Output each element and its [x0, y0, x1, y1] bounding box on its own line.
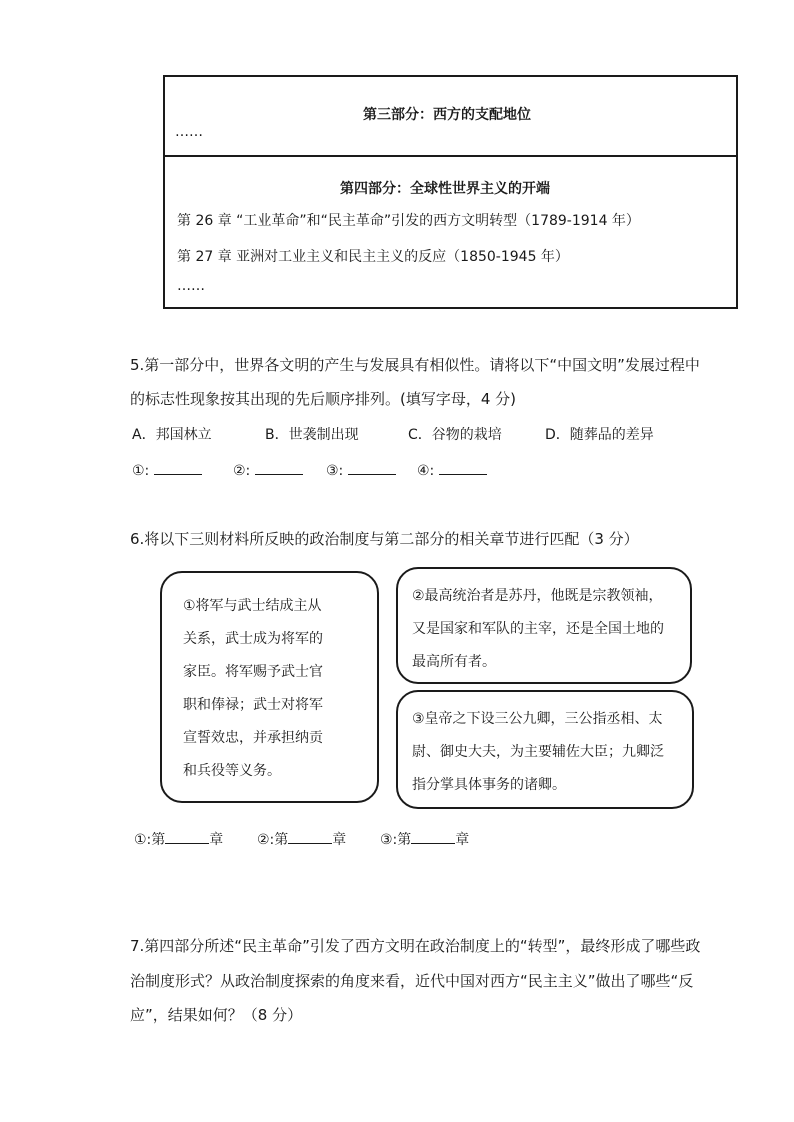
q6-answer-3-suffix: 章	[455, 832, 470, 848]
q6-answer-2-blank[interactable]	[288, 829, 332, 844]
q6-answer-1-blank[interactable]	[165, 829, 209, 844]
chapter-27: 第 27 章 亚洲对工业主义和民主主义的反应（1850-1945 年）	[177, 249, 569, 265]
q5-answer-3-label: ③:	[326, 463, 344, 479]
material-1-line: 家臣。将军赐予武士官	[183, 664, 323, 680]
q5-answer-4	[417, 460, 487, 479]
material-3-line: 指分掌具体事务的诸卿。	[412, 777, 566, 793]
material-2-line: ②最高统治者是苏丹，他既是宗教领袖，	[412, 588, 663, 604]
material-1-line: 和兵役等义务。	[183, 763, 281, 779]
q5-option-d: D．随葬品的差异	[545, 427, 654, 443]
q5-answer-2-label: ②:	[233, 463, 251, 479]
material-2-line: 最高所有者。	[412, 654, 496, 670]
outline-divider	[165, 155, 737, 157]
q5-option-b: B．世袭制出现	[265, 427, 359, 443]
material-2-line: 又是国家和军队的主宰，还是全国土地的	[412, 621, 664, 637]
q6-answer-3-prefix: ③:第	[380, 832, 412, 848]
q5-answer-3	[326, 460, 396, 479]
q5-option-c: C．谷物的栽培	[408, 427, 502, 443]
material-1-line: 职和俸禄；武士对将军	[183, 697, 323, 713]
q6-answer-3-blank[interactable]	[411, 829, 455, 844]
q5-answer-2-blank[interactable]	[255, 460, 303, 475]
q5-answer-1	[132, 460, 202, 479]
part4-title: 第四部分：全球性世界主义的开端	[340, 181, 550, 197]
q6-answer-2	[257, 829, 346, 849]
q6-answer-1-prefix: ①:第	[134, 832, 166, 848]
q5-answer-1-blank[interactable]	[154, 460, 202, 475]
material-1-text	[183, 590, 323, 788]
q5-line1: 5.第一部分中，世界各文明的产生与发展具有相似性。请将以下“中国文明”发展过程中	[130, 356, 700, 374]
material-1-line: 宣誓效忠，并承担纳贡	[183, 730, 323, 746]
material-1-line: ①将军与武士结成主从	[183, 598, 322, 614]
q6-answer-2-suffix: 章	[332, 832, 347, 848]
q5-answer-1-label: ①:	[132, 463, 150, 479]
q5-option-a: A．邦国林立	[132, 427, 212, 443]
material-1-line: 关系，武士成为将军的	[183, 631, 323, 647]
material-2-text	[412, 580, 664, 679]
q7-line1: 7.第四部分所述“民主革命”引发了西方文明在政治制度上的“转型”，最终形成了哪些政	[130, 937, 701, 955]
q7-line2: 治制度形式？从政治制度探索的角度来看，近代中国对西方“民主主义”做出了哪些“反	[130, 972, 694, 990]
q7-line3: 应”，结果如何？（8 分）	[130, 1006, 303, 1024]
q5-answer-3-blank[interactable]	[348, 460, 396, 475]
q5-answer-4-blank[interactable]	[439, 460, 487, 475]
material-3-line: 尉、御史大夫，为主要辅佐大臣；九卿泛	[412, 744, 664, 760]
q6-answer-1	[134, 829, 223, 849]
q6-answer-3	[380, 829, 469, 849]
part4-ellipsis: ……	[177, 278, 205, 294]
q6-answer-2-prefix: ②:第	[257, 832, 289, 848]
q5-line2: 的标志性现象按其出现的先后顺序排列。(填写字母，4 分)	[130, 390, 517, 408]
material-3-text	[412, 703, 664, 802]
part3-title: 第三部分：西方的支配地位	[363, 107, 531, 123]
q5-answer-2	[233, 460, 303, 479]
part3-ellipsis: ……	[175, 124, 203, 140]
q6-answer-1-suffix: 章	[209, 832, 224, 848]
chapter-26: 第 26 章 “工业革命”和“民主革命”引发的西方文明转型（1789-1914 年）	[177, 213, 640, 229]
q6-prompt: 6.将以下三则材料所反映的政治制度与第二部分的相关章节进行匹配（3 分）	[130, 530, 639, 548]
q5-answer-4-label: ④:	[417, 463, 435, 479]
material-3-line: ③皇帝之下设三公九卿，三公指丞相、太	[412, 711, 663, 727]
